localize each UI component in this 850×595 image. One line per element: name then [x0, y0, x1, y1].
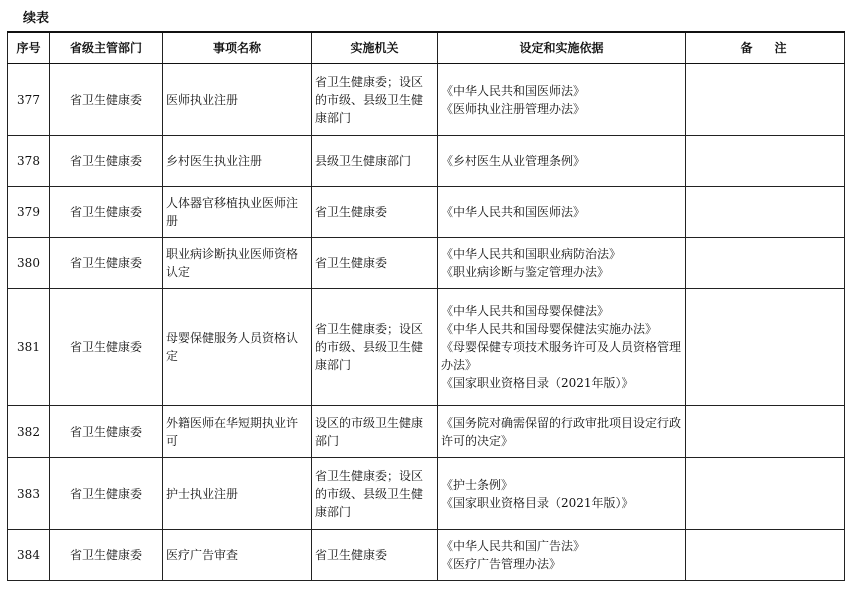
cell-dept: 省卫生健康委 — [50, 530, 163, 581]
cell-basis — [438, 187, 686, 238]
cell-remark — [686, 238, 845, 289]
cell-basis — [438, 136, 686, 187]
cell-basis — [438, 289, 686, 406]
cell-agency: 设区的市级卫生健康部门 — [312, 406, 438, 458]
cell-basis — [438, 406, 686, 458]
cell-seq: 380 — [8, 238, 50, 289]
cell-agency: 省卫生健康委；设区的市级、县级卫生健康部门 — [312, 64, 438, 136]
basis-line: 《中华人民共和国医师法》 — [441, 83, 586, 98]
cell-agency: 省卫生健康委 — [312, 238, 438, 289]
cell-dept: 省卫生健康委 — [50, 64, 163, 136]
table-row — [8, 187, 845, 238]
header-dept: 省级主管部门 — [50, 32, 163, 64]
basis-line: 《国家职业资格目录（2021年版）》 — [441, 495, 634, 510]
cell-agency: 省卫生健康委；设区的市级、县级卫生健康部门 — [312, 458, 438, 530]
header-row — [8, 32, 845, 64]
cell-agency: 省卫生健康委；设区的市级、县级卫生健康部门 — [312, 289, 438, 406]
cell-dept: 省卫生健康委 — [50, 406, 163, 458]
permit-table — [7, 31, 845, 581]
basis-line: 《医疗广告管理办法》 — [441, 557, 562, 571]
cell-agency: 省卫生健康委 — [312, 187, 438, 238]
cell-remark — [686, 458, 845, 530]
cell-basis — [438, 64, 686, 136]
cell-dept: 省卫生健康委 — [50, 136, 163, 187]
cell-seq: 378 — [8, 136, 50, 187]
table-row — [8, 406, 845, 458]
cell-basis — [438, 530, 686, 581]
basis-line: 《中华人民共和国职业病防治法》 — [441, 247, 622, 261]
basis-line: 《母婴保健专项技术服务许可及人员资格管理办法》 — [441, 340, 682, 372]
cell-remark — [686, 289, 845, 406]
table-row — [8, 64, 845, 136]
cell-item: 人体器官移植执业医师注册 — [163, 187, 312, 238]
basis-line: 《中华人民共和国母婴保健法实施办法》 — [441, 322, 658, 336]
basis-line: 《乡村医生从业管理条例》 — [441, 154, 586, 168]
header-agency: 实施机关 — [312, 32, 438, 64]
table-row — [8, 289, 845, 406]
cell-dept: 省卫生健康委 — [50, 458, 163, 530]
cell-remark — [686, 64, 845, 136]
table-row — [8, 238, 845, 289]
cell-agency: 省卫生健康委 — [312, 530, 438, 581]
table-row — [8, 136, 845, 187]
cell-item: 外籍医师在华短期执业许可 — [163, 406, 312, 458]
cell-item: 乡村医生执业注册 — [163, 136, 312, 187]
cell-item: 医疗广告审查 — [163, 530, 312, 581]
cell-dept: 省卫生健康委 — [50, 238, 163, 289]
basis-line: 《中华人民共和国母婴保健法》 — [441, 304, 610, 318]
table-row — [8, 458, 845, 530]
header-seq: 序号 — [8, 32, 50, 64]
basis-line: 《护士条例》 — [441, 477, 514, 492]
cell-item: 护士执业注册 — [163, 458, 312, 530]
cell-seq: 384 — [8, 530, 50, 581]
basis-line: 《中华人民共和国医师法》 — [441, 205, 586, 219]
header-remark: 备注 — [686, 32, 845, 64]
cell-remark — [686, 530, 845, 581]
cell-item: 母婴保健服务人员资格认定 — [163, 289, 312, 406]
basis-line: 《国务院对确需保留的行政审批项目设定行政许可的决定》 — [441, 415, 682, 448]
cell-remark — [686, 187, 845, 238]
cell-agency: 县级卫生健康部门 — [312, 136, 438, 187]
table-body — [8, 64, 845, 581]
cell-basis — [438, 238, 686, 289]
cell-dept: 省卫生健康委 — [50, 187, 163, 238]
cell-seq: 377 — [8, 64, 50, 136]
basis-line: 《医师执业注册管理办法》 — [441, 101, 586, 116]
cell-item: 职业病诊断执业医师资格认定 — [163, 238, 312, 289]
header-basis: 设定和实施依据 — [438, 32, 686, 64]
table-row — [8, 530, 845, 581]
cell-seq: 381 — [8, 289, 50, 406]
cell-remark — [686, 406, 845, 458]
basis-line: 《职业病诊断与鉴定管理办法》 — [441, 265, 610, 279]
cell-seq: 383 — [8, 458, 50, 530]
cell-seq: 379 — [8, 187, 50, 238]
basis-line: 《中华人民共和国广告法》 — [441, 539, 586, 553]
cell-dept: 省卫生健康委 — [50, 289, 163, 406]
cell-item: 医师执业注册 — [163, 64, 312, 136]
table-caption: 续表 — [23, 11, 50, 26]
basis-line: 《国家职业资格目录（2021年版）》 — [441, 376, 634, 390]
cell-seq: 382 — [8, 406, 50, 458]
cell-remark — [686, 136, 845, 187]
header-item: 事项名称 — [163, 32, 312, 64]
cell-basis — [438, 458, 686, 530]
